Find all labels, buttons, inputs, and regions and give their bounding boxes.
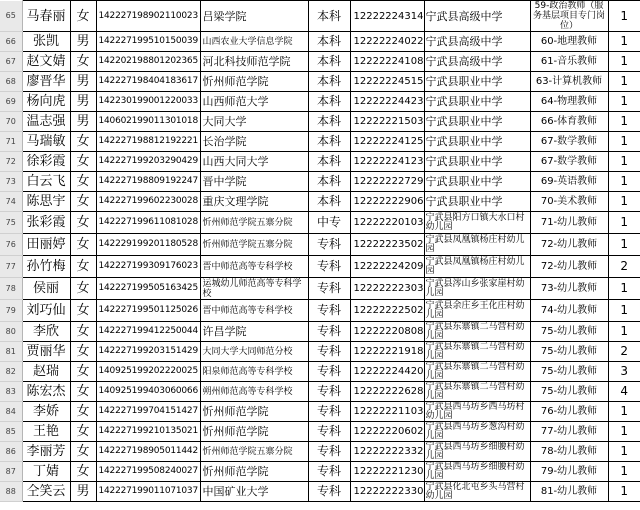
id-number-cell[interactable]: 142227199508240027 [96, 462, 200, 482]
school-cell[interactable]: 河北科技师范学院 [200, 52, 308, 72]
exam-number-cell[interactable]: 12222220103 [350, 212, 424, 234]
degree-cell[interactable]: 专科 [308, 442, 350, 462]
gender-cell[interactable]: 女 [70, 234, 96, 256]
row-number[interactable]: 80 [0, 322, 22, 342]
school-cell[interactable]: 长治学院 [200, 132, 308, 152]
rank-cell[interactable]: 1 [608, 442, 640, 462]
unit-cell[interactable]: 宁武县职业中学 [424, 72, 530, 92]
school-cell[interactable]: 山西大同大学 [200, 152, 308, 172]
unit-cell[interactable]: 宁武县职业中学 [424, 112, 530, 132]
row-number[interactable]: 86 [0, 442, 22, 462]
name-cell[interactable]: 李欣 [22, 322, 70, 342]
exam-number-cell[interactable]: 12222224314 [350, 1, 424, 32]
position-cell[interactable]: 78-幼儿教师 [530, 442, 608, 462]
row-number[interactable]: 85 [0, 422, 22, 442]
name-cell[interactable]: 张凯 [22, 32, 70, 52]
school-cell[interactable]: 吕梁学院 [200, 1, 308, 32]
unit-cell[interactable]: 宁武县高级中学 [424, 1, 530, 32]
id-number-cell[interactable]: 142230199001220033 [96, 92, 200, 112]
gender-cell[interactable]: 女 [70, 342, 96, 362]
rank-cell[interactable]: 1 [608, 172, 640, 192]
name-cell[interactable]: 张彩霞 [22, 212, 70, 234]
row-number[interactable]: 75 [0, 212, 22, 234]
degree-cell[interactable]: 专科 [308, 362, 350, 382]
position-cell[interactable]: 64-物理教师 [530, 92, 608, 112]
degree-cell[interactable]: 专科 [308, 342, 350, 362]
unit-cell[interactable]: 宁武县职业中学 [424, 172, 530, 192]
unit-cell[interactable]: 宁武县涔山乡张家崖村幼儿园 [424, 278, 530, 300]
exam-number-cell[interactable]: 12222220602 [350, 422, 424, 442]
position-cell[interactable]: 67-数学教师 [530, 152, 608, 172]
position-cell[interactable]: 60-地理教师 [530, 32, 608, 52]
id-number-cell[interactable]: 142227199203151429 [96, 342, 200, 362]
rank-cell[interactable]: 1 [608, 422, 640, 442]
gender-cell[interactable]: 女 [70, 52, 96, 72]
gender-cell[interactable]: 女 [70, 402, 96, 422]
gender-cell[interactable]: 男 [70, 482, 96, 502]
rank-cell[interactable]: 3 [608, 362, 640, 382]
row-number[interactable]: 70 [0, 112, 22, 132]
position-cell[interactable]: 61-音乐教师 [530, 52, 608, 72]
row-number[interactable]: 73 [0, 172, 22, 192]
exam-number-cell[interactable]: 12222222502 [350, 300, 424, 322]
school-cell[interactable]: 中国矿业大学 [200, 482, 308, 502]
row-number[interactable]: 71 [0, 132, 22, 152]
unit-cell[interactable]: 宁武县凤凰镇杨庄村幼儿园 [424, 234, 530, 256]
degree-cell[interactable]: 专科 [308, 462, 350, 482]
degree-cell[interactable]: 专科 [308, 256, 350, 278]
name-cell[interactable]: 刘巧仙 [22, 300, 70, 322]
name-cell[interactable]: 李丽芳 [22, 442, 70, 462]
position-cell[interactable]: 63-计算机教师 [530, 72, 608, 92]
row-number[interactable]: 74 [0, 192, 22, 212]
position-cell[interactable]: 71-幼儿教师 [530, 212, 608, 234]
school-cell[interactable]: 山西农业大学信息学院 [200, 32, 308, 52]
name-cell[interactable]: 马瑞敏 [22, 132, 70, 152]
degree-cell[interactable]: 中专 [308, 212, 350, 234]
position-cell[interactable]: 76-幼儿教师 [530, 402, 608, 422]
degree-cell[interactable]: 专科 [308, 382, 350, 402]
id-number-cell[interactable]: 142227199210135021 [96, 422, 200, 442]
row-number[interactable]: 78 [0, 278, 22, 300]
school-cell[interactable]: 忻州师范学院五寨分院 [200, 442, 308, 462]
id-number-cell[interactable]: 142227198809192247 [96, 172, 200, 192]
position-cell[interactable]: 75-幼儿教师 [530, 322, 608, 342]
unit-cell[interactable]: 宁武县凤凰镇杨庄村幼儿园 [424, 256, 530, 278]
position-cell[interactable]: 81-幼儿教师 [530, 482, 608, 502]
unit-cell[interactable]: 宁武县西马坊乡细腰村幼儿园 [424, 442, 530, 462]
rank-cell[interactable]: 2 [608, 342, 640, 362]
id-number-cell[interactable]: 142227199611081028 [96, 212, 200, 234]
school-cell[interactable]: 重庆文理学院 [200, 192, 308, 212]
name-cell[interactable]: 孙竹梅 [22, 256, 70, 278]
degree-cell[interactable]: 本科 [308, 52, 350, 72]
school-cell[interactable]: 忻州师范学院 [200, 462, 308, 482]
gender-cell[interactable]: 女 [70, 362, 96, 382]
rank-cell[interactable]: 1 [608, 462, 640, 482]
degree-cell[interactable]: 本科 [308, 172, 350, 192]
table-row [0, 362, 640, 382]
row-number[interactable]: 77 [0, 256, 22, 278]
rank-cell[interactable]: 1 [608, 52, 640, 72]
exam-number-cell[interactable]: 12222221230 [350, 462, 424, 482]
id-number-cell[interactable]: 142227199011071037 [96, 482, 200, 502]
id-number-cell[interactable]: 142227199505163425 [96, 278, 200, 300]
gender-cell[interactable]: 女 [70, 212, 96, 234]
rank-cell[interactable]: 1 [608, 32, 640, 52]
rank-cell[interactable]: 1 [608, 112, 640, 132]
exam-number-cell[interactable]: 12222222729 [350, 172, 424, 192]
table-row [0, 442, 640, 462]
exam-number-cell[interactable]: 12222222330 [350, 482, 424, 502]
gender-cell[interactable]: 男 [70, 92, 96, 112]
degree-cell[interactable]: 本科 [308, 92, 350, 112]
table-row [0, 322, 640, 342]
row-number[interactable]: 66 [0, 32, 22, 52]
name-cell[interactable]: 王艳 [22, 422, 70, 442]
position-cell[interactable]: 79-幼儿教师 [530, 462, 608, 482]
school-cell[interactable]: 忻州师范学院五寨分院 [200, 212, 308, 234]
position-cell[interactable]: 77-幼儿教师 [530, 422, 608, 442]
id-number-cell[interactable]: 142202198801202365 [96, 52, 200, 72]
row-number[interactable]: 84 [0, 402, 22, 422]
row-number[interactable]: 69 [0, 92, 22, 112]
school-cell[interactable]: 朔州师范高等专科学校 [200, 382, 308, 402]
unit-cell[interactable]: 宁武县职业中学 [424, 132, 530, 152]
id-number-cell[interactable]: 142229199201180528 [96, 234, 200, 256]
degree-cell[interactable]: 专科 [308, 234, 350, 256]
rank-cell[interactable]: 1 [608, 1, 640, 32]
name-cell[interactable]: 田丽婷 [22, 234, 70, 256]
position-cell[interactable]: 69-英语教师 [530, 172, 608, 192]
gender-cell[interactable]: 女 [70, 152, 96, 172]
exam-number-cell[interactable]: 12222224515 [350, 72, 424, 92]
unit-cell[interactable]: 宁武县余庄乡王化庄村幼儿园 [424, 300, 530, 322]
degree-cell[interactable]: 本科 [308, 32, 350, 52]
school-cell[interactable]: 山西师范大学 [200, 92, 308, 112]
position-cell[interactable]: 74-幼儿教师 [530, 300, 608, 322]
gender-cell[interactable]: 男 [70, 32, 96, 52]
id-number-cell[interactable]: 142227199203290429 [96, 152, 200, 172]
unit-cell[interactable]: 宁武县阳方口镇大水口村幼儿园 [424, 212, 530, 234]
unit-cell[interactable]: 宁武县高级中学 [424, 52, 530, 72]
unit-cell[interactable]: 宁武县东寨镇二马营村幼儿园 [424, 322, 530, 342]
row-number[interactable]: 72 [0, 152, 22, 172]
degree-cell[interactable]: 本科 [308, 72, 350, 92]
rank-cell[interactable]: 1 [608, 482, 640, 502]
id-number-cell[interactable]: 140925199202220025 [96, 362, 200, 382]
school-cell[interactable]: 大同大学大同师范分校 [200, 342, 308, 362]
name-cell[interactable]: 徐彩霞 [22, 152, 70, 172]
unit-cell[interactable]: 宁武县化北屯乡头马营村幼儿园 [424, 482, 530, 502]
name-cell[interactable]: 仝笑云 [22, 482, 70, 502]
degree-cell[interactable]: 专科 [308, 402, 350, 422]
position-cell[interactable]: 73-幼儿教师 [530, 278, 608, 300]
row-number[interactable]: 83 [0, 382, 22, 402]
table-row [0, 32, 640, 52]
table-row [0, 172, 640, 192]
gender-cell[interactable]: 女 [70, 422, 96, 442]
row-number[interactable]: 67 [0, 52, 22, 72]
id-number-cell[interactable]: 142227199309176023 [96, 256, 200, 278]
id-number-cell[interactable]: 142227198404183617 [96, 72, 200, 92]
gender-cell[interactable]: 女 [70, 278, 96, 300]
position-cell[interactable]: 67-数学教师 [530, 132, 608, 152]
row-number[interactable]: 65 [0, 1, 22, 32]
school-cell[interactable]: 大同大学 [200, 112, 308, 132]
id-number-cell[interactable]: 142227199510150039 [96, 32, 200, 52]
degree-cell[interactable]: 本科 [308, 1, 350, 32]
id-number-cell[interactable]: 142227199704151427 [96, 402, 200, 422]
name-cell[interactable]: 马春丽 [22, 1, 70, 32]
rank-cell[interactable]: 1 [608, 132, 640, 152]
table-row [0, 212, 640, 234]
table-row [0, 92, 640, 112]
row-number[interactable]: 79 [0, 300, 22, 322]
table-row [0, 300, 640, 322]
school-cell[interactable]: 忻州师范学院 [200, 422, 308, 442]
degree-cell[interactable]: 专科 [308, 482, 350, 502]
row-number[interactable]: 81 [0, 342, 22, 362]
rank-cell[interactable]: 1 [608, 234, 640, 256]
row-number[interactable]: 82 [0, 362, 22, 382]
exam-number-cell[interactable]: 12222222906 [350, 192, 424, 212]
school-cell[interactable]: 运城幼儿师范高等专科学校 [200, 278, 308, 300]
gender-cell[interactable]: 女 [70, 322, 96, 342]
table-body [0, 1, 640, 502]
gender-cell[interactable]: 女 [70, 132, 96, 152]
exam-number-cell[interactable]: 12222221103 [350, 402, 424, 422]
id-number-cell[interactable]: 142227198902110023 [96, 1, 200, 32]
exam-number-cell[interactable]: 12222224022 [350, 32, 424, 52]
position-cell[interactable]: 75-幼儿教师 [530, 382, 608, 402]
table-row [0, 422, 640, 442]
unit-cell[interactable]: 宁武县高级中学 [424, 32, 530, 52]
unit-cell[interactable]: 宁武县东寨镇二马营村幼儿园 [424, 362, 530, 382]
gender-cell[interactable]: 女 [70, 1, 96, 32]
name-cell[interactable]: 杨向虎 [22, 92, 70, 112]
gender-cell[interactable]: 男 [70, 112, 96, 132]
table-row [0, 234, 640, 256]
unit-cell[interactable]: 宁武县职业中学 [424, 192, 530, 212]
exam-number-cell[interactable]: 12222221503 [350, 112, 424, 132]
school-cell[interactable]: 晋中师范高等专科学校 [200, 300, 308, 322]
unit-cell[interactable]: 宁武县职业中学 [424, 92, 530, 112]
position-cell[interactable]: 59-政治教师（服务基层项目专门岗位） [530, 1, 608, 32]
degree-cell[interactable]: 专科 [308, 322, 350, 342]
degree-cell[interactable]: 专科 [308, 278, 350, 300]
exam-number-cell[interactable]: 12222224108 [350, 52, 424, 72]
rank-cell[interactable]: 1 [608, 192, 640, 212]
rank-cell[interactable]: 1 [608, 322, 640, 342]
name-cell[interactable]: 赵瑞 [22, 362, 70, 382]
rank-cell[interactable]: 1 [608, 152, 640, 172]
id-number-cell[interactable]: 142227198905011442 [96, 442, 200, 462]
table-row [0, 382, 640, 402]
id-number-cell[interactable]: 142227199602230028 [96, 192, 200, 212]
gender-cell[interactable]: 女 [70, 442, 96, 462]
rank-cell[interactable]: 4 [608, 382, 640, 402]
table-row [0, 256, 640, 278]
name-cell[interactable]: 温志强 [22, 112, 70, 132]
table-row [0, 342, 640, 362]
exam-number-cell[interactable]: 12222224423 [350, 92, 424, 112]
rank-cell[interactable]: 1 [608, 402, 640, 422]
name-cell[interactable]: 李娇 [22, 402, 70, 422]
gender-cell[interactable]: 女 [70, 382, 96, 402]
rank-cell[interactable]: 1 [608, 92, 640, 112]
degree-cell[interactable]: 专科 [308, 300, 350, 322]
id-number-cell[interactable]: 140602199011301018 [96, 112, 200, 132]
exam-number-cell[interactable]: 12222224209 [350, 256, 424, 278]
unit-cell[interactable]: 宁武县东寨镇二马营村幼儿园 [424, 342, 530, 362]
position-cell[interactable]: 75-幼儿教师 [530, 362, 608, 382]
exam-number-cell[interactable]: 12222223502 [350, 234, 424, 256]
school-cell[interactable]: 晋中师范高等专科学校 [200, 256, 308, 278]
row-number[interactable]: 88 [0, 482, 22, 502]
table-row [0, 402, 640, 422]
name-cell[interactable]: 陈宏杰 [22, 382, 70, 402]
rank-cell[interactable]: 1 [608, 72, 640, 92]
rank-cell[interactable]: 2 [608, 256, 640, 278]
name-cell[interactable]: 白云飞 [22, 172, 70, 192]
name-cell[interactable]: 贾丽华 [22, 342, 70, 362]
rank-cell[interactable]: 1 [608, 278, 640, 300]
school-cell[interactable]: 许昌学院 [200, 322, 308, 342]
table-row [0, 1, 640, 32]
degree-cell[interactable]: 本科 [308, 152, 350, 172]
unit-cell[interactable]: 宁武县东寨镇二马营村幼儿园 [424, 382, 530, 402]
id-number-cell[interactable]: 142227198812192221 [96, 132, 200, 152]
exam-number-cell[interactable]: 12222221918 [350, 342, 424, 362]
exam-number-cell[interactable]: 12222222303 [350, 278, 424, 300]
degree-cell[interactable]: 本科 [308, 112, 350, 132]
position-cell[interactable]: 66-体育教师 [530, 112, 608, 132]
unit-cell[interactable]: 宁武县西马坊乡细腰村幼儿园 [424, 462, 530, 482]
table-row [0, 52, 640, 72]
name-cell[interactable]: 陈思宇 [22, 192, 70, 212]
school-cell[interactable]: 阳泉师范高等专科学校 [200, 362, 308, 382]
exam-number-cell[interactable]: 12222224125 [350, 132, 424, 152]
table-row [0, 72, 640, 92]
row-number[interactable]: 87 [0, 462, 22, 482]
exam-number-cell[interactable]: 12222222628 [350, 382, 424, 402]
table-row [0, 278, 640, 300]
gender-cell[interactable]: 女 [70, 256, 96, 278]
id-number-cell[interactable]: 140925199403060066 [96, 382, 200, 402]
position-cell[interactable]: 70-美术教师 [530, 192, 608, 212]
gender-cell[interactable]: 女 [70, 300, 96, 322]
exam-number-cell[interactable]: 12222224123 [350, 152, 424, 172]
row-number[interactable]: 76 [0, 234, 22, 256]
school-cell[interactable]: 忻州师范学院五寨分院 [200, 234, 308, 256]
exam-number-cell[interactable]: 12222224420 [350, 362, 424, 382]
table-row [0, 132, 640, 152]
unit-cell[interactable]: 宁武县西马坊乡葱沟村幼儿园 [424, 422, 530, 442]
row-number[interactable]: 68 [0, 72, 22, 92]
table-row [0, 152, 640, 172]
school-cell[interactable]: 忻州师范学院 [200, 72, 308, 92]
unit-cell[interactable]: 宁武县职业中学 [424, 152, 530, 172]
school-cell[interactable]: 忻州师范学院 [200, 402, 308, 422]
name-cell[interactable]: 赵文婧 [22, 52, 70, 72]
name-cell[interactable]: 丁婧 [22, 462, 70, 482]
rank-cell[interactable]: 1 [608, 300, 640, 322]
exam-number-cell[interactable]: 12222222332 [350, 442, 424, 462]
gender-cell[interactable]: 女 [70, 462, 96, 482]
name-cell[interactable]: 侯丽 [22, 278, 70, 300]
position-cell[interactable]: 75-幼儿教师 [530, 342, 608, 362]
table-row [0, 112, 640, 132]
table-row [0, 462, 640, 482]
degree-cell[interactable]: 专科 [308, 422, 350, 442]
degree-cell[interactable]: 本科 [308, 192, 350, 212]
position-cell[interactable]: 72-幼儿教师 [530, 256, 608, 278]
table-row [0, 482, 640, 502]
gender-cell[interactable]: 女 [70, 172, 96, 192]
id-number-cell[interactable]: 142227199412250044 [96, 322, 200, 342]
exam-number-cell[interactable]: 12222220808 [350, 322, 424, 342]
unit-cell[interactable]: 宁武县西马坊乡西马坊村幼儿园 [424, 402, 530, 422]
position-cell[interactable]: 72-幼儿教师 [530, 234, 608, 256]
id-number-cell[interactable]: 142227199501125026 [96, 300, 200, 322]
rank-cell[interactable]: 1 [608, 212, 640, 234]
degree-cell[interactable]: 本科 [308, 132, 350, 152]
gender-cell[interactable]: 男 [70, 72, 96, 92]
name-cell[interactable]: 廖晋华 [22, 72, 70, 92]
school-cell[interactable]: 晋中学院 [200, 172, 308, 192]
table-row [0, 192, 640, 212]
gender-cell[interactable]: 女 [70, 192, 96, 212]
